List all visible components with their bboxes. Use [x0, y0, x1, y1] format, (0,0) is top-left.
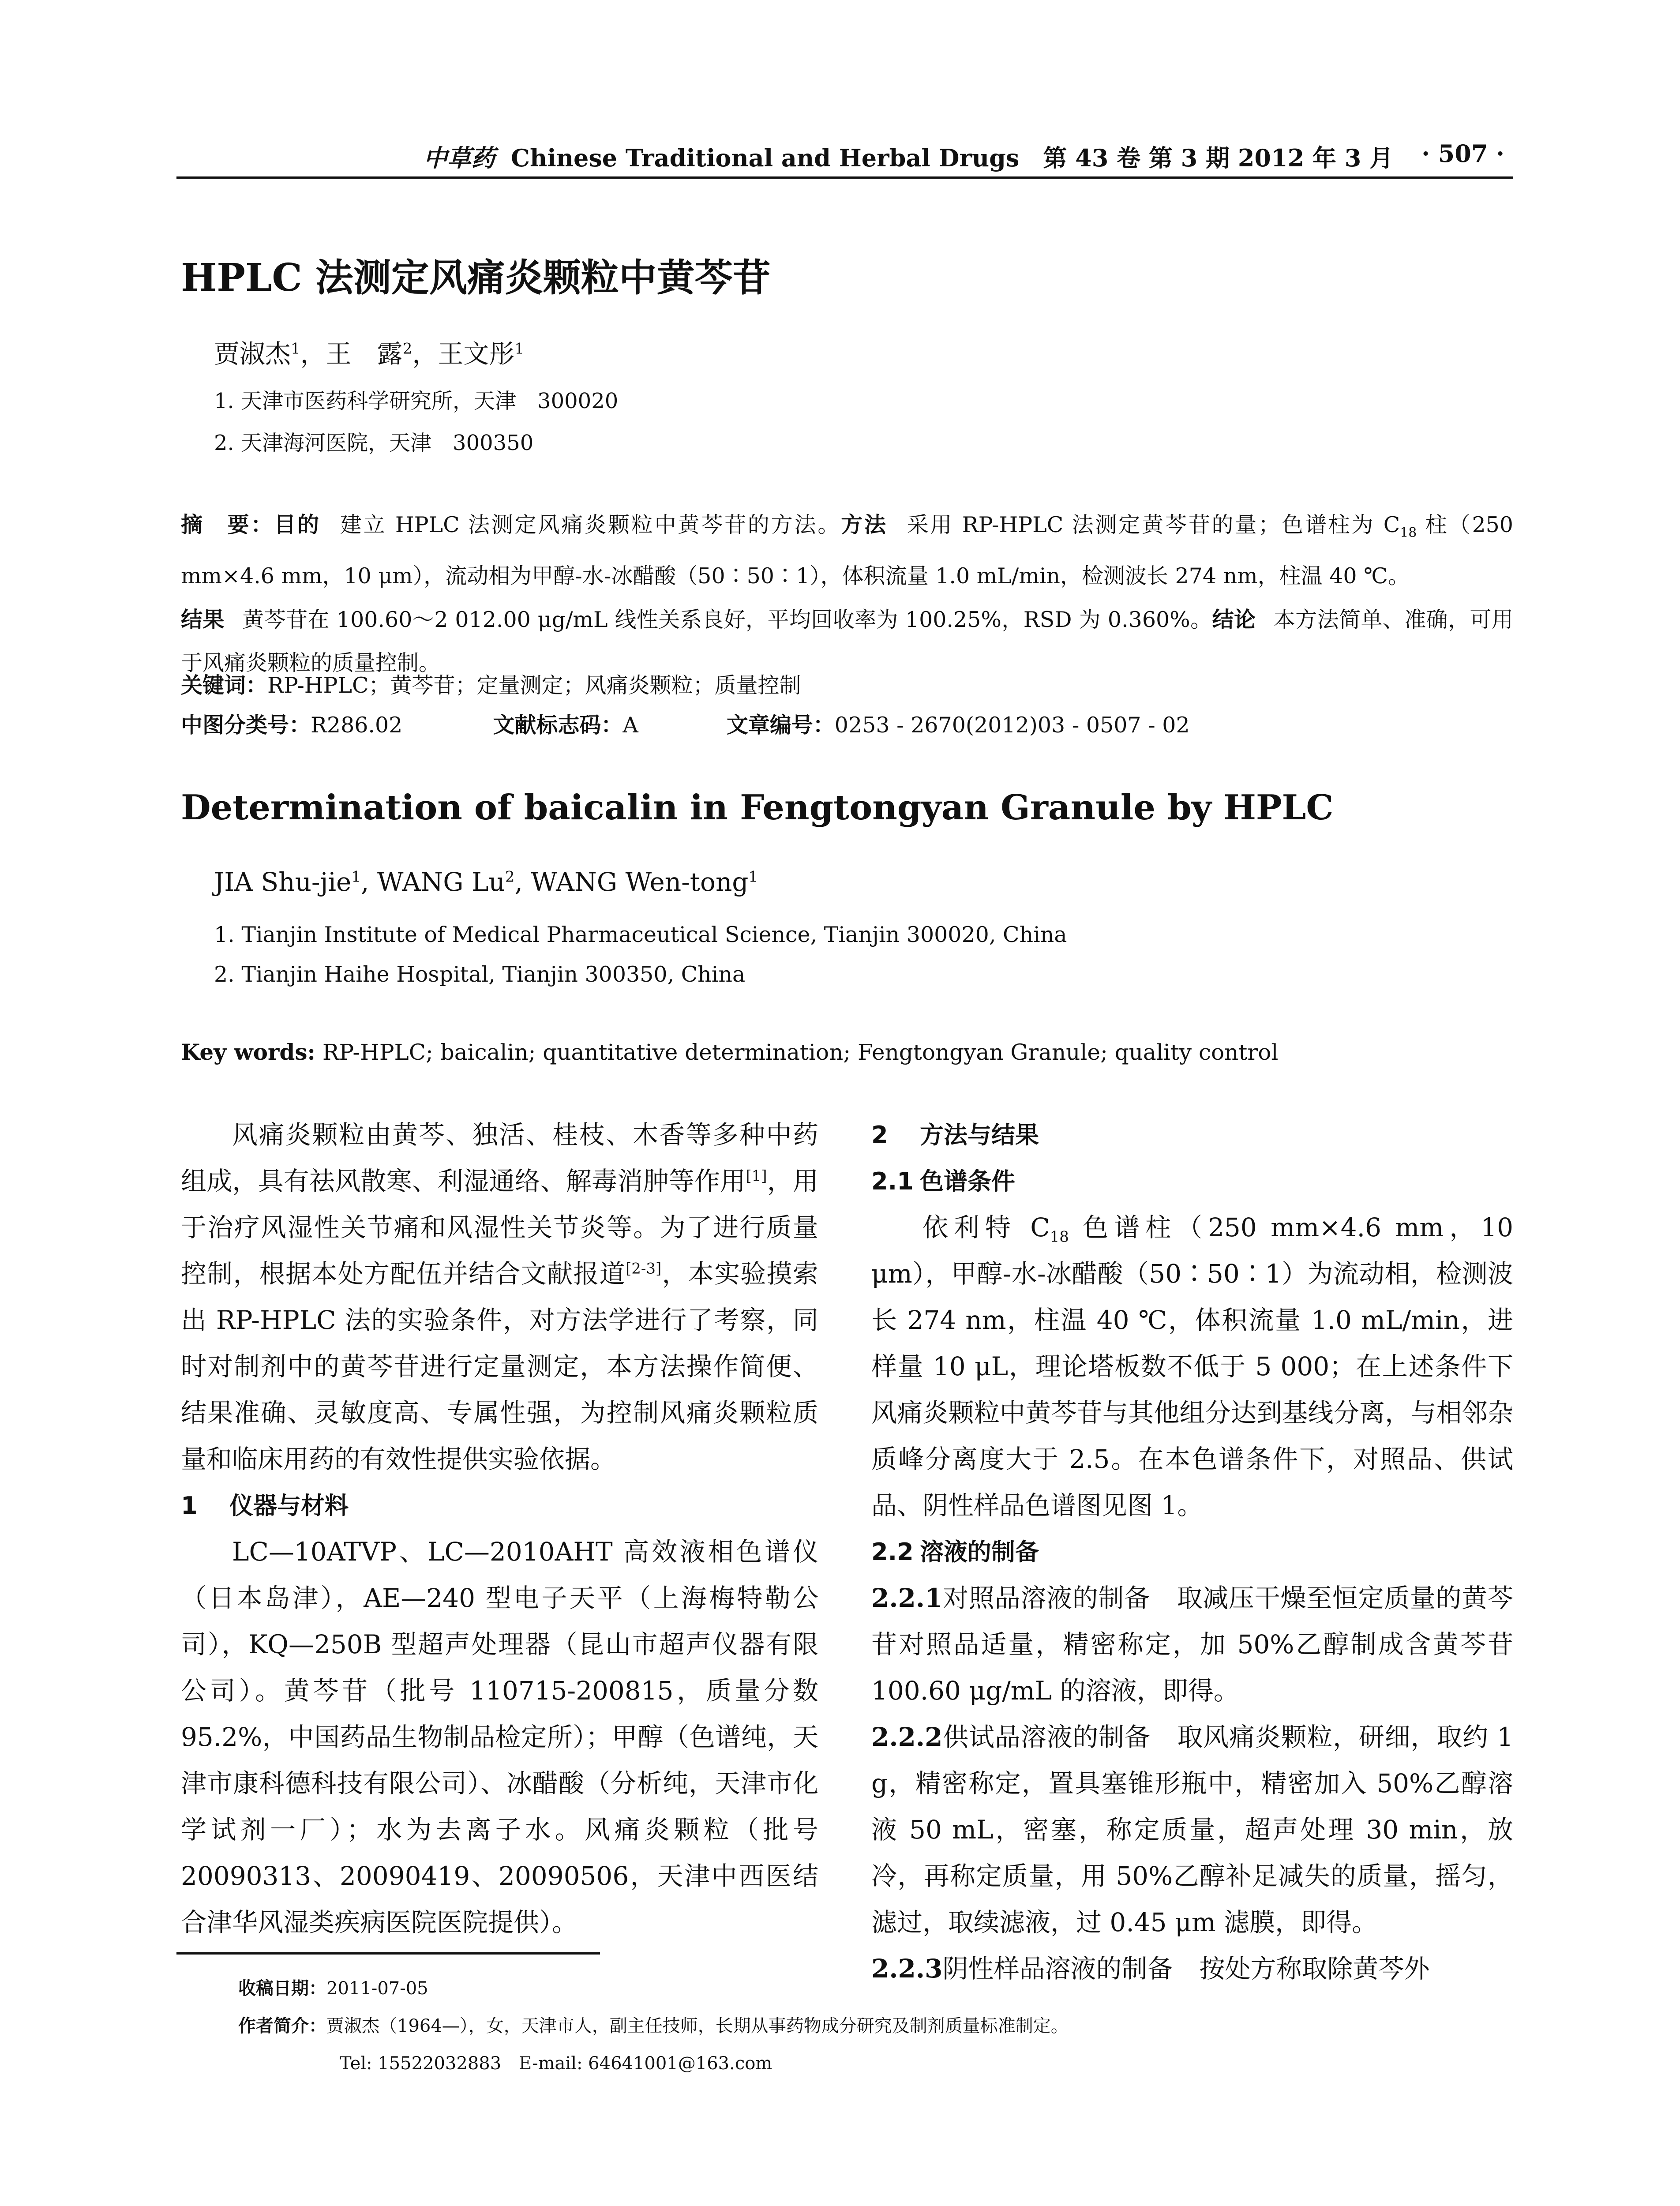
section-number: 2 — [871, 1121, 888, 1149]
clc-label: 中图分类号： — [181, 712, 311, 738]
author-separator: ， — [412, 339, 438, 369]
subsection-text: 取风痛炎颗粒，研细，取约 1 g，精密称定，置具塞锥形瓶中，精密加入 50%乙醇溶液 50 mL，密塞，称定质量，超声处理 30 min，放冷，再称定质量，用 50%乙醇补足减失的质量，摇匀，滤过，取续滤液，过 0.45 μm 滤膜，即得。 — [871, 1722, 1513, 1937]
subsection-heading — [871, 1529, 1513, 1575]
received-label: 收稿日期： — [238, 1978, 326, 1999]
subsection-title: 阴性样品溶液的制备 — [942, 1954, 1173, 1984]
intro-text: ，用于治疗风湿性关节痛和风湿性关节炎等。为了进行质量控制，根据本处方配伍并结合文献报道 — [181, 1166, 818, 1289]
abstract-label: 摘 要： — [181, 512, 274, 537]
subsection-number: 2.2.3 — [871, 1954, 943, 1984]
abstract-purpose-label: 目的 — [274, 512, 321, 537]
abstract-result-label: 结果 — [181, 606, 225, 632]
section-number: 2.2 — [871, 1538, 914, 1566]
authors-cn — [214, 333, 524, 370]
chromatography-subscript: 18 — [1050, 1228, 1069, 1246]
title-cn: HPLC 法测定风痛炎颗粒中黄芩苷 — [181, 255, 771, 300]
journal-citation — [424, 139, 1393, 173]
subsection-number: 2.2.1 — [871, 1583, 943, 1613]
author-affiliation-mark: 1 — [351, 868, 361, 886]
abstract-method-label: 方法 — [841, 512, 888, 537]
author-affiliation-mark: 2 — [505, 868, 515, 886]
doc-code-label: 文献标志码： — [493, 712, 623, 738]
article-id-value: 0253 - 2670(2012)03 - 0507 - 02 — [834, 713, 1190, 738]
footnote-contact: Tel: 15522032883 E-mail: 64641001@163.com — [340, 2053, 772, 2074]
section-title: 色谱条件 — [920, 1167, 1015, 1195]
subsubsection-paragraph — [871, 1714, 1513, 1946]
subsection-text: 取减压干燥至恒定质量的黄芩苷对照品适量，精密称定，加 50%乙醇制成含黄芩苷 100.60 μg/mL 的溶液，即得。 — [871, 1583, 1513, 1706]
journal-name-cn: 中草药 — [424, 144, 495, 172]
doc-code-value: A — [622, 713, 638, 738]
footnote-received — [238, 1974, 428, 2000]
affiliation-cn: 1. 天津市医药科学研究所，天津 300020 — [214, 389, 619, 413]
author-separator: ， — [300, 339, 326, 369]
article-id-label: 文章编号： — [726, 712, 835, 738]
keywords-en — [181, 1039, 1278, 1065]
author-name: 王 露 — [326, 339, 403, 369]
keywords-cn-label: 关键词： — [181, 672, 268, 698]
abstract-method-subscript: 18 — [1400, 525, 1417, 540]
subsection-title: 供试品溶液的制备 — [942, 1722, 1151, 1752]
author-name: , WANG Wen-tong — [514, 867, 749, 897]
citation-ref: [1] — [746, 1167, 767, 1185]
section-number: 1 — [181, 1492, 198, 1519]
section-number: 2.1 — [871, 1167, 914, 1195]
abstract-method: 采用 RP-HPLC 法测定黄芩苷的量；色谱柱为 C — [905, 512, 1400, 537]
author-name: 王文彤 — [438, 339, 515, 369]
bio-text: 贾淑杰（1964—），女，天津市人，副主任技师，长期从事药物成分研究及制剂质量标准制定。 — [326, 2016, 1069, 2036]
author-affiliation-mark: 1 — [291, 340, 300, 358]
section-heading — [181, 1482, 818, 1529]
keywords-cn-value: RP-HPLC；黄芩苷；定量测定；风痛炎颗粒；质量控制 — [267, 673, 801, 698]
section-heading — [871, 1112, 1513, 1158]
affiliation-cn: 2. 天津海河医院，天津 300350 — [214, 431, 534, 455]
running-header — [176, 139, 1513, 179]
author-affiliation-mark: 2 — [402, 340, 412, 358]
chromatography-paragraph — [871, 1204, 1513, 1529]
page-number: · 507 · — [1421, 139, 1504, 168]
abstract-method-cont: 柱（250 mm×4.6 mm，10 μm），流动相为甲醇-水-冰醋酸（50∶50∶1），体积流量 1.0 mL/min，检测波长 274 nm，柱温 40 ℃。 — [181, 512, 1513, 589]
subsection-title: 对照品溶液的制备 — [942, 1583, 1150, 1613]
affiliation-en: 1. Tianjin Institute of Medical Pharmaceutical Science, Tianjin 300020, China — [214, 922, 1067, 947]
subsubsection-paragraph — [871, 1575, 1513, 1714]
affiliation-en: 2. Tianjin Haihe Hospital, Tianjin 300350, China — [214, 962, 746, 987]
subsection-number: 2.2.2 — [871, 1722, 943, 1752]
citation-ref: [2-3] — [625, 1260, 662, 1278]
footnote-bio — [238, 2012, 1069, 2037]
author-name: 贾淑杰 — [214, 339, 291, 369]
body-right-column — [871, 1112, 1513, 1992]
abstract-purpose: 建立 HPLC 法测定风痛炎颗粒中黄芩苷的方法。 — [338, 512, 841, 537]
bio-label: 作者简介： — [238, 2015, 326, 2036]
subsection-heading — [871, 1158, 1513, 1204]
abstract-conclusion: 本方法简单、准确，可用于风痛炎颗粒的质量控制。 — [181, 607, 1513, 675]
authors-en — [214, 867, 758, 897]
footnote-rule — [176, 1952, 600, 1955]
keywords-en-label: Key words: — [181, 1039, 315, 1065]
chromatography-text: 依利特 C — [922, 1212, 1050, 1242]
title-en: Determination of baicalin in Fengtongyan Granule by HPLC — [181, 788, 1334, 828]
received-date: 2011-07-05 — [326, 1978, 428, 1999]
subsection-text: 按处方称取除黄芩外 — [1199, 1954, 1430, 1984]
subsubsection-paragraph — [871, 1946, 1513, 1992]
keywords-cn — [181, 668, 801, 699]
author-name: JIA Shu-jie — [214, 867, 352, 897]
author-name: , WANG Lu — [361, 867, 505, 897]
section-title: 仪器与材料 — [229, 1492, 349, 1519]
keywords-en-value: RP-HPLC; baicalin; quantitative determination; Fengtongyan Granule; quality control — [315, 1039, 1279, 1065]
materials-paragraph: LC—10ATVP、LC—2010AHT 高效液相色谱仪（日本岛津），AE—240 型电子天平（上海梅特勒公司），KQ—250B 型超声处理器（昆山市超声仪器有限公司）。黄芩苷（批号 110715-200815，质量分数 95.2%，中国药品生物制品检定所）；甲醇（色谱纯，天津市康科德科技有限公司）、冰醋酸（分析纯，天津市化学试剂一厂）；水为去离子水。风痛炎颗粒（批号 20090313、20090419、20090506，天津中西医结合津华风湿类疾病医院医院提供）。 — [181, 1537, 818, 1937]
intro-text: 风痛炎颗粒由黄芩、独活、桂枝、木香等多种中药组成，具有祛风散寒、利湿通络、解毒消肿等作用 — [181, 1120, 818, 1196]
section-title: 溶液的制备 — [920, 1538, 1039, 1566]
chromatography-text: 色谱柱（250 mm×4.6 mm，10 μm），甲醇-水-冰醋酸（50∶50∶1）为流动相，检测波长 274 nm，柱温 40 ℃，体积流量 1.0 mL/min，进样量 10 μL，理论塔板数不低于 5 000；在上述条件下风痛炎颗粒中黄芩苷与其他组分达到基线分离，与相邻杂质峰分离度大于 2.5。在本色谱条件下，对照品、供试品、阴性样品色谱图见图 1。 — [871, 1212, 1513, 1520]
abstract-result: 黄芩苷在 100.60～2 012.00 μg/mL 线性关系良好，平均回收率为 100.25%，RSD 为 0.360%。 — [242, 607, 1212, 632]
clc-value: R286.02 — [311, 713, 403, 738]
author-affiliation-mark: 1 — [748, 868, 758, 886]
abstract-conclusion-label: 结论 — [1212, 606, 1256, 632]
intro-text: ，本实验摸索出 RP-HPLC 法的实验条件，对方法学进行了考察，同时对制剂中的黄芩苷进行定量测定，本方法操作简便、结果准确、灵敏度高、专属性强，为控制风痛炎颗粒质量和临床用药的有效性提供实验依据。 — [181, 1259, 818, 1474]
journal-issue: Chinese Traditional and Herbal Drugs 第 43 卷 第 3 期 2012 年 3 月 — [511, 144, 1394, 172]
body-left-column — [181, 1112, 818, 1946]
section-title: 方法与结果 — [920, 1121, 1039, 1149]
abstract-cn — [181, 503, 1513, 685]
classification-line — [181, 708, 1190, 739]
author-affiliation-mark: 1 — [514, 340, 524, 358]
intro-paragraph — [181, 1112, 818, 1482]
